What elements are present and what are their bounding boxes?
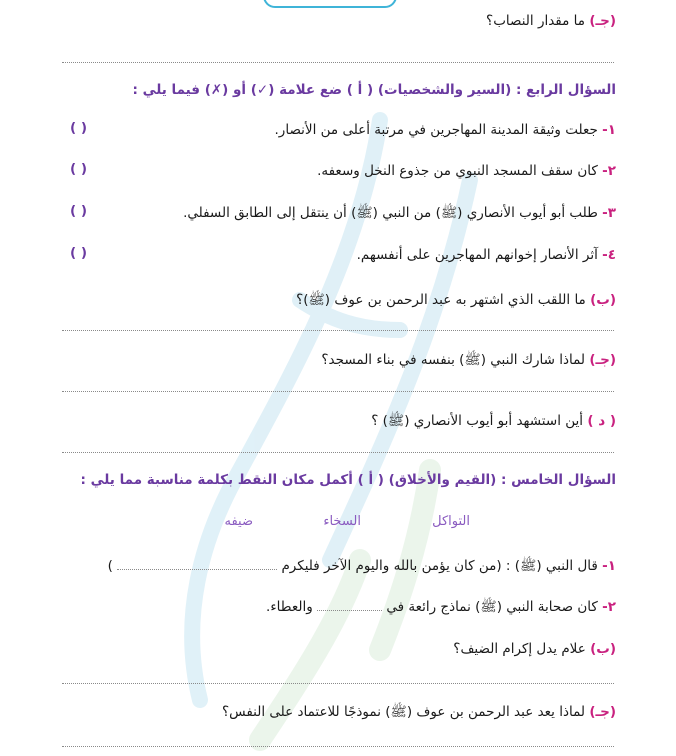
question-label: (ب) <box>590 641 616 657</box>
item-number: ٣- <box>602 205 616 221</box>
item-number: ١- <box>602 558 616 574</box>
answer-paren-3[interactable]: ( ) <box>70 203 88 219</box>
item-number: ٢- <box>602 599 616 615</box>
question-text: لماذا يعد عبد الرحمن بن عوف (ﷺ) نموذجًا للاعتماد على النفس؟ <box>221 704 586 720</box>
answer-line <box>62 391 614 392</box>
q4-part-c <box>321 350 616 370</box>
q4-item-1 <box>275 120 616 140</box>
question-text: علام يدل إكرام الضيف؟ <box>453 641 586 657</box>
answer-line <box>62 62 614 63</box>
blank-fill[interactable] <box>317 610 382 611</box>
item-number: ٤- <box>602 247 616 263</box>
answer-line <box>62 683 614 684</box>
word-bank-item-2: السخاء <box>323 514 361 529</box>
question-label: (جـ) <box>589 352 616 368</box>
top-frame-decoration <box>263 0 397 8</box>
answer-paren-2[interactable]: ( ) <box>70 161 88 177</box>
q5-item-1 <box>108 556 616 576</box>
item-text: جعلت وثيقة المدينة المهاجرين في مرتبة أعلى من الأنصار. <box>274 122 598 138</box>
question-label: (جـ) <box>589 13 616 29</box>
question-text: لماذا شارك النبي (ﷺ) بنفسه في بناء المسجد؟ <box>321 352 586 368</box>
q4-part-b <box>296 290 616 310</box>
q4-item-2 <box>317 161 616 181</box>
question-label: (جـ) <box>589 704 616 720</box>
item-number: ٢- <box>602 163 616 179</box>
answer-paren-4[interactable]: ( ) <box>70 245 88 261</box>
answer-line <box>62 330 614 331</box>
answer-line <box>62 452 614 453</box>
item-text: طلب أبو أيوب الأنصاري (ﷺ) من النبي (ﷺ) أن ينتقل إلى الطابق السفلي. <box>183 205 598 221</box>
word-bank-item-1: التواكل <box>432 514 470 529</box>
q4-item-4 <box>357 245 616 265</box>
item-text-end: ) <box>107 558 113 574</box>
item-text: آثر الأنصار إخوانهم المهاجرين على أنفسهم. <box>356 247 598 263</box>
question-text: أين استشهد أبو أيوب الأنصاري (ﷺ) ؟ <box>371 413 584 429</box>
q4-part-d <box>371 411 616 431</box>
word-bank-item-3: ضيفه <box>224 514 253 529</box>
blank-fill[interactable] <box>117 569 277 570</box>
question-text: ما اللقب الذي اشتهر به عبد الرحمن بن عوف (ﷺ)؟ <box>296 292 586 308</box>
q5-header: السؤال الخامس : (القيم والأخلاق) ( أ ) أكمل مكان النقط بكلمة مناسبة مما يلي : <box>80 472 616 488</box>
prev-question-c <box>486 11 616 31</box>
q5-item-2 <box>266 597 616 617</box>
question-label: (ب) <box>590 292 616 308</box>
question-text: ما مقدار النصاب؟ <box>486 13 586 29</box>
q5-part-b <box>453 639 616 659</box>
answer-line <box>62 746 614 747</box>
item-number: ١- <box>602 122 616 138</box>
item-text: قال النبي (ﷺ) : (من كان يؤمن بالله واليوم الآخر فليكرم <box>281 558 598 574</box>
answer-paren-1[interactable]: ( ) <box>70 120 88 136</box>
q4-item-3 <box>183 203 616 223</box>
item-text: كان صحابة النبي (ﷺ) نماذج رائعة في <box>386 599 598 615</box>
q4-header: السؤال الرابع : (السير والشخصيات) ( أ ) ضع علامة (✓) أو (✗) فيما يلي : <box>132 82 616 98</box>
item-text: كان سقف المسجد النبوي من جذوع النخل وسعفه. <box>317 163 598 179</box>
item-text-end: والعطاء. <box>266 599 313 615</box>
question-label: ( د ) <box>587 413 616 429</box>
q5-part-c <box>222 702 616 722</box>
